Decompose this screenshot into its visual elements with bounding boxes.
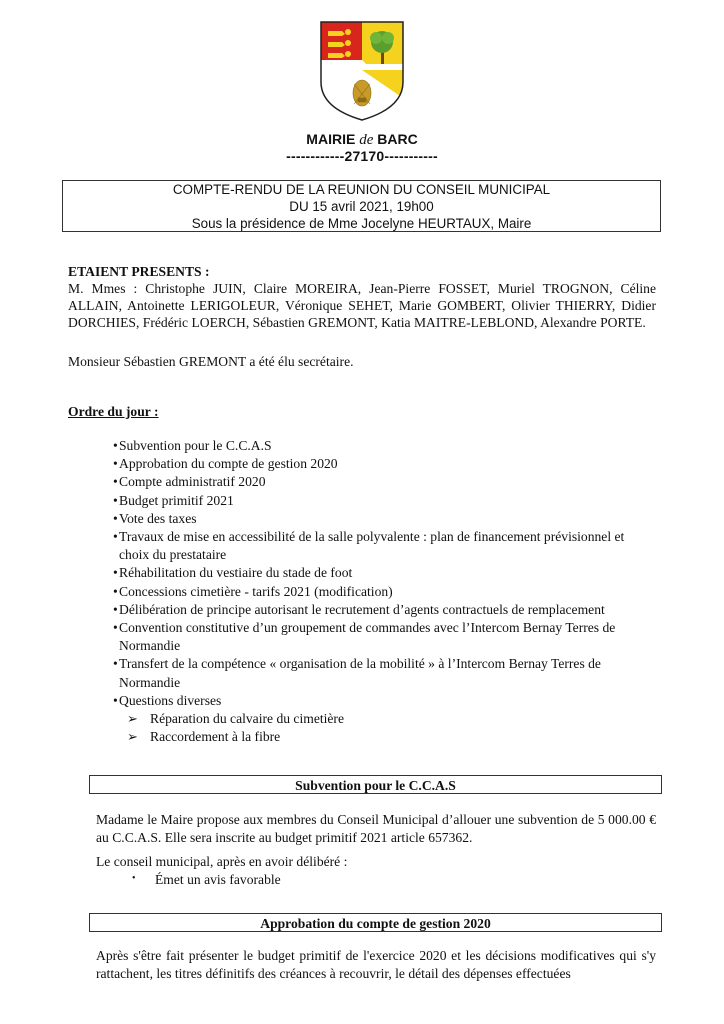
arrow-bullet-icon: ➢: [127, 729, 138, 745]
bullet-icon: •: [113, 620, 118, 636]
section-title-compte-gestion: Approbation du compte de gestion 2020: [89, 913, 662, 932]
agenda-subitem: [68, 710, 656, 728]
mairie-de: de: [359, 132, 374, 148]
agenda-item: [68, 564, 656, 582]
agenda-item: [68, 619, 656, 655]
agenda-heading: Ordre du jour :: [68, 404, 159, 419]
bullet-icon: •: [113, 474, 118, 490]
mairie-name: BARC: [377, 131, 418, 147]
bullet-icon: •: [113, 456, 118, 472]
agenda-item: [68, 528, 656, 564]
decision-text: Émet un avis favorable: [155, 872, 281, 887]
meeting-date: DU 15 avril 2021, 19h00: [289, 199, 434, 214]
agenda-item: [68, 692, 656, 710]
agenda-item-text: Approbation du compte de gestion 2020: [119, 456, 338, 472]
agenda-item: [68, 601, 656, 619]
agenda-item-text: Délibération de principe autorisant le recrutement d’agents contractuels de remplacement: [119, 601, 605, 617]
agenda-item-text: Transfert de la compétence « organisation de la mobilité » à l’Intercom Bernay Terres de Normandie: [119, 656, 601, 690]
bullet-icon: •: [113, 583, 118, 599]
agenda-item-text: Convention constitutive d’un groupement de commandes avec l’Intercom Bernay Terres de Normandie: [119, 620, 616, 654]
postcode-line: ------------27170-----------: [286, 148, 438, 164]
section-compte-gestion-paragraph: Après s'être fait présenter le budget primitif de l'exercice 2020 et les décisions modificatives qui s'y rattachent, les titres définitifs des créances à recouvrir, le détail des dépenses effectuées: [96, 948, 656, 981]
agenda-item: [68, 492, 656, 510]
agenda-item-text: Subvention pour le C.C.A.S: [119, 438, 272, 453]
agenda-item: [68, 655, 656, 691]
agenda-subitem-text: Raccordement à la fibre: [150, 729, 281, 745]
decision-item: [96, 871, 656, 889]
bullet-icon: •: [113, 438, 118, 453]
coat-of-arms-icon: [318, 20, 406, 122]
agenda-item-text: Compte administratif 2020: [119, 474, 266, 490]
agenda-item-text: Réhabilitation du vestiaire du stade de foot: [119, 565, 353, 581]
bullet-icon: •: [113, 492, 118, 508]
mairie-prefix: MAIRIE: [306, 131, 356, 147]
agenda-item: [68, 473, 656, 491]
agenda-item-text: Questions diverses: [119, 692, 222, 708]
agenda-subitem-text: Réparation du calvaire du cimetière: [150, 711, 344, 727]
presents-heading: ETAIENT PRESENTS :: [68, 264, 210, 279]
agenda-item-text: Vote des taxes: [119, 510, 197, 526]
agenda-item: [68, 437, 656, 455]
bullet-icon: •: [113, 656, 118, 672]
agenda-item: [68, 510, 656, 528]
secretary-line: Monsieur Sébastien GREMONT a été élu secrétaire.: [68, 354, 354, 369]
agenda-subitem: [68, 728, 656, 746]
meeting-header-box: [62, 180, 661, 232]
agenda-item: [68, 583, 656, 601]
bullet-icon: •: [113, 601, 118, 617]
mairie-title: [0, 131, 724, 149]
agenda-item-text: Budget primitif 2021: [119, 492, 234, 508]
bullet-icon: •: [132, 873, 136, 884]
bullet-icon: •: [113, 565, 118, 581]
arrow-bullet-icon: ➢: [127, 711, 138, 727]
agenda-item: [68, 455, 656, 473]
section-ccas-paragraph: Madame le Maire propose aux membres du Conseil Municipal d’allouer une subvention de 5 000.00 € au C.C.A.S. Elle sera inscrite au budget primitif 2021 article 657362.: [96, 812, 656, 845]
decision-intro: Le conseil municipal, après en avoir délibéré :: [96, 854, 348, 869]
bullet-icon: •: [113, 692, 118, 708]
presents-section: [68, 263, 656, 331]
section-title-ccas: Subvention pour le C.C.A.S: [89, 775, 662, 794]
agenda-item-text: Concessions cimetière - tarifs 2021 (modification): [119, 583, 393, 599]
meeting-title: COMPTE-RENDU DE LA REUNION DU CONSEIL MUNICIPAL: [172, 182, 551, 197]
bullet-icon: •: [113, 529, 118, 545]
meeting-chair: Sous la présidence de Mme Jocelyne HEURTAUX, Maire: [191, 216, 532, 231]
agenda-list: [68, 437, 656, 746]
agenda-item-text: Travaux de mise en accessibilité de la salle polyvalente : plan de financement prévisionnel et choix du prestataire: [119, 529, 625, 563]
bullet-icon: •: [113, 510, 118, 526]
presents-list: M. Mmes : Christophe JUIN, Claire MOREIRA, Jean-Pierre FOSSET, Muriel TROGNON, Céline ALLAIN, Antoinette LERIGOLEUR, Véronique SEHET, Marie GOMBERT, Olivier THIERRY, Didier DORCHIES, Frédéric LOERCH, Sébastien GREMONT, Katia MAITRE-LEBLOND, Alexandre PORTE.: [68, 281, 656, 330]
